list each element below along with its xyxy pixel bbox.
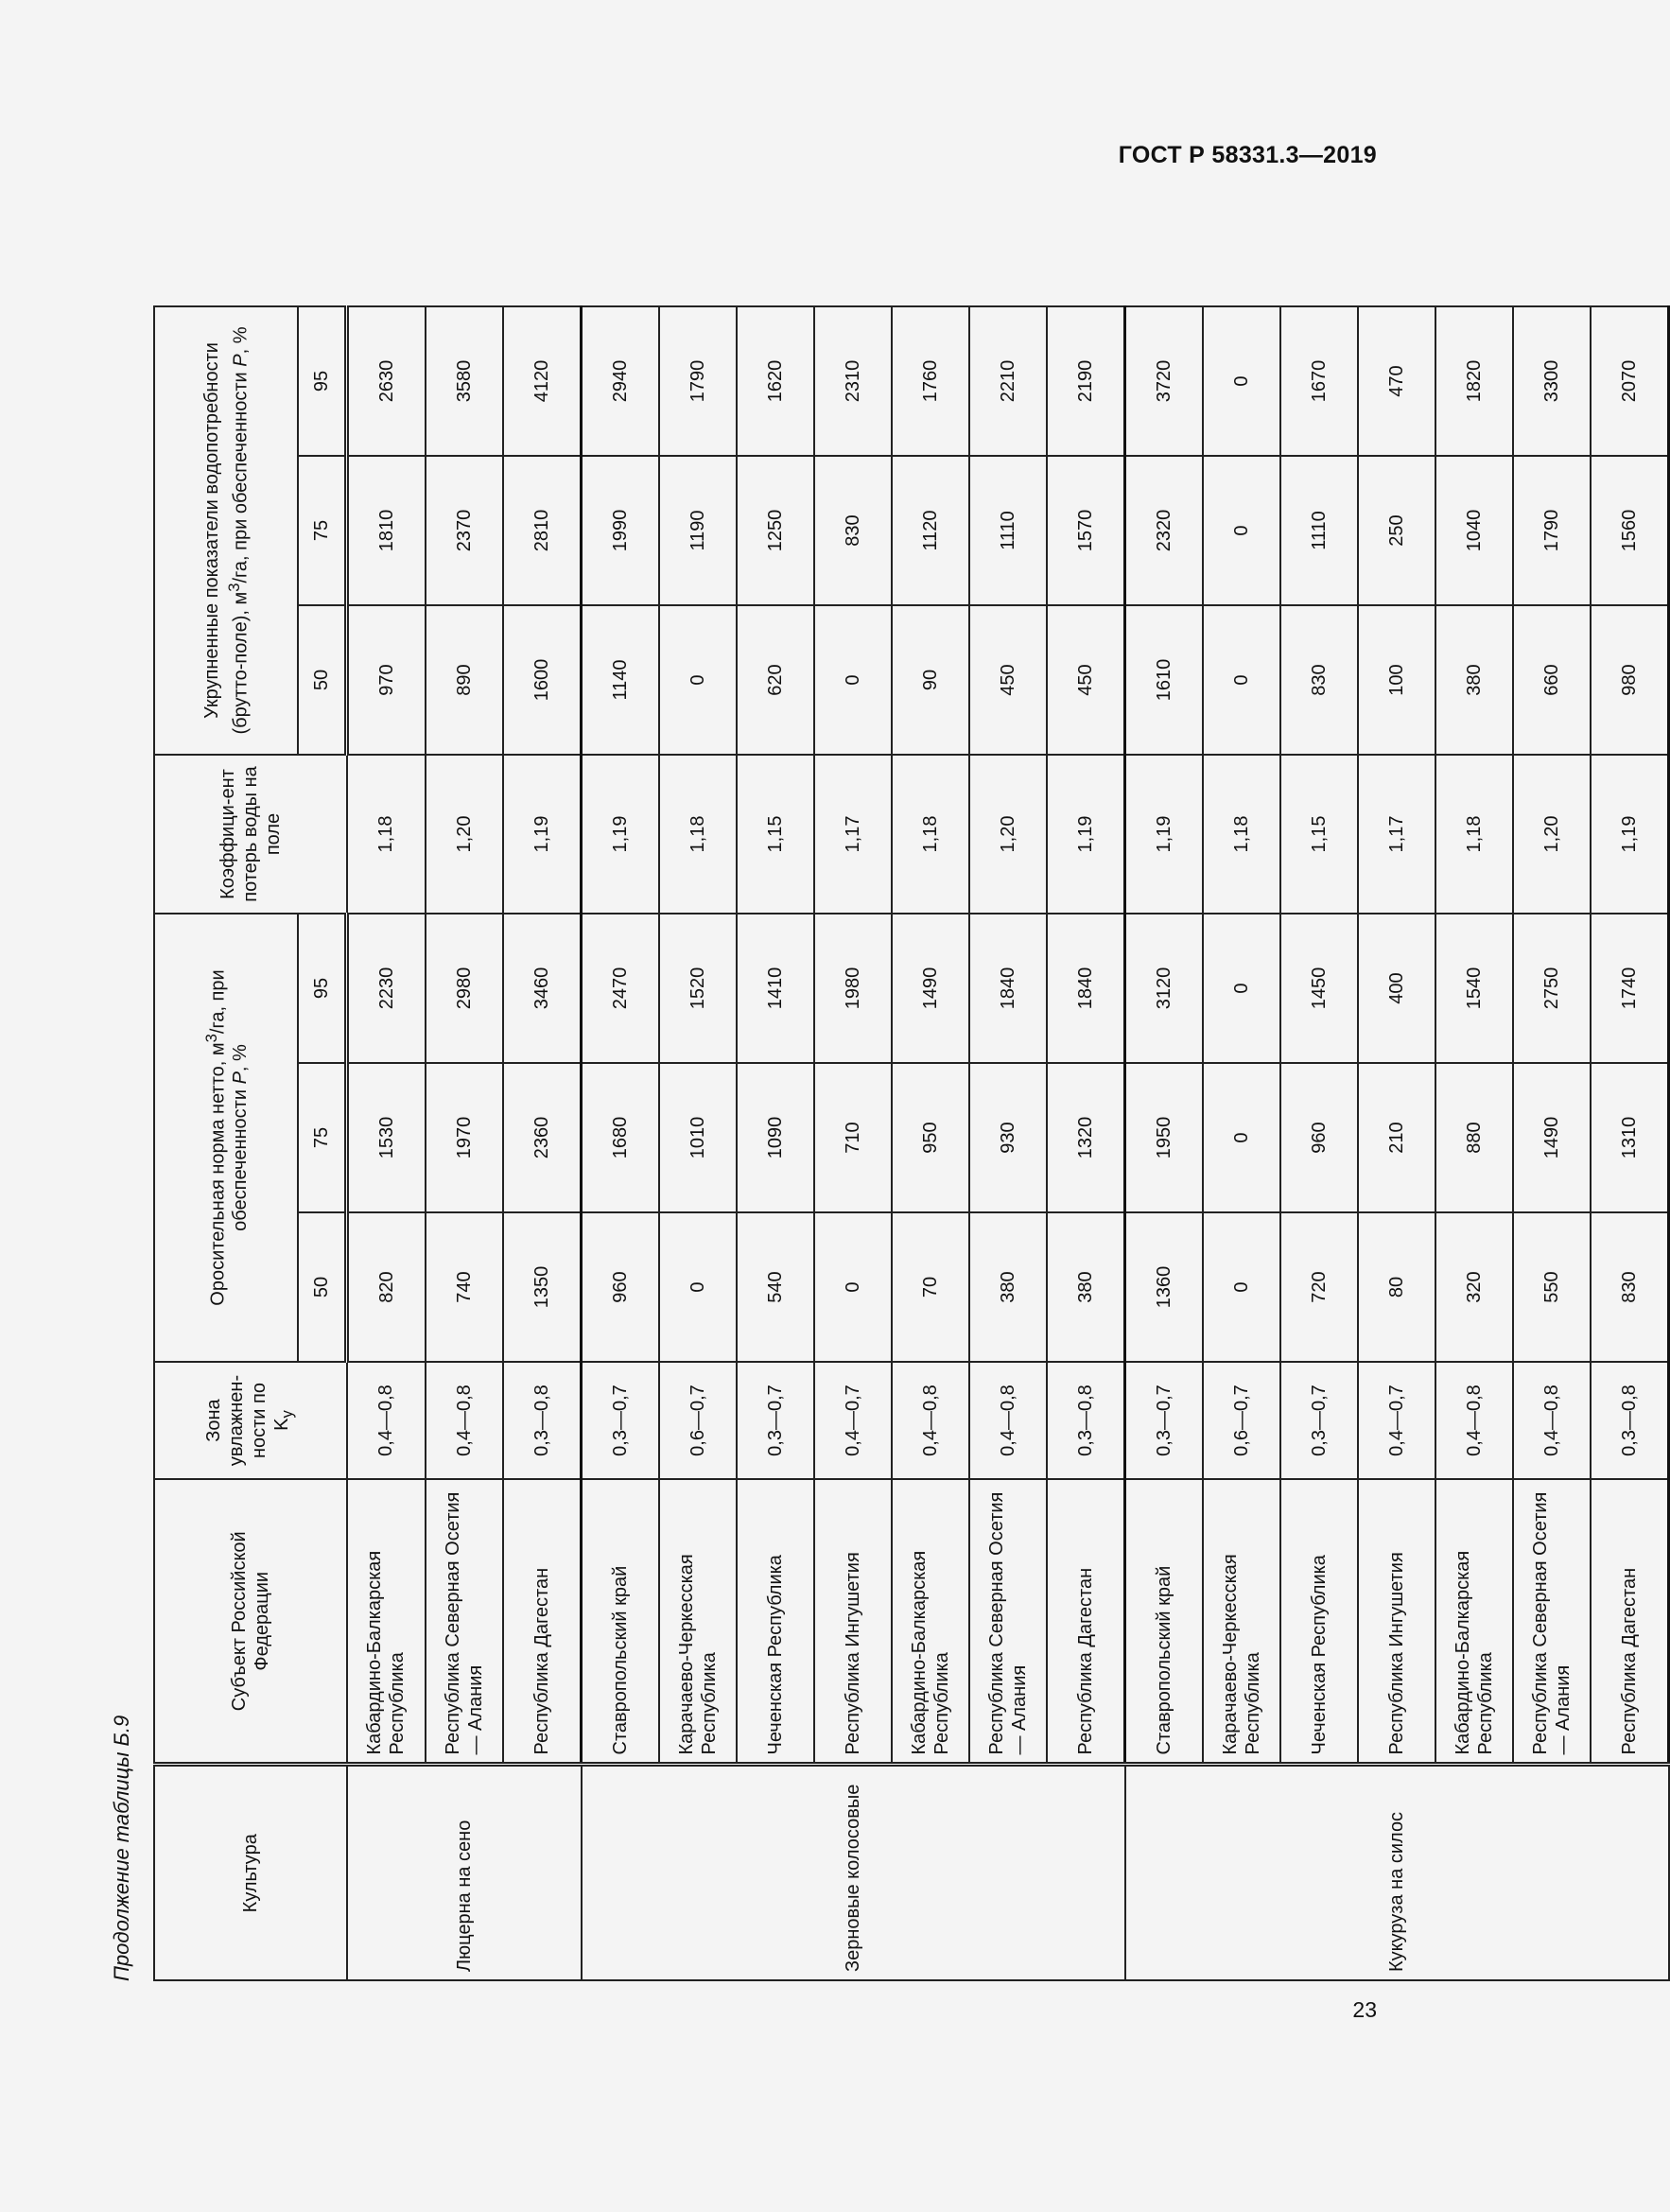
- subject-cell: Республика Северная Осетия — Алания: [1513, 1479, 1591, 1765]
- gross-p75-cell: 1110: [969, 456, 1047, 605]
- gross-p75-cell: 1570: [1047, 456, 1125, 605]
- net-p95-cell: 2750: [1513, 914, 1591, 1063]
- loss-coef-cell: 1,18: [659, 755, 737, 914]
- loss-coef-cell: 1,18: [1203, 755, 1280, 914]
- gross-p75-cell: 1990: [582, 456, 660, 605]
- gross-p95-cell: 2210: [969, 306, 1047, 456]
- net-p50-cell: 1360: [1125, 1212, 1204, 1362]
- zone-cell: 0,4—0,8: [969, 1362, 1047, 1479]
- subject-cell: Карачаево-Черкесская Республика: [659, 1479, 737, 1765]
- loss-coef-cell: 1,18: [347, 755, 426, 914]
- gross-p75-cell: 250: [1358, 456, 1435, 605]
- table-row: [737, 306, 814, 1980]
- gross-p50-cell: 890: [426, 605, 503, 755]
- zone-cell: 0,3—0,8: [503, 1362, 582, 1479]
- gross-p95-cell: 1620: [737, 306, 814, 456]
- loss-coef-cell: 1,19: [582, 755, 660, 914]
- net-p50-cell: 1350: [503, 1212, 582, 1362]
- gross-p95-cell: 2940: [582, 306, 660, 456]
- gross-p75-cell: 0: [1203, 456, 1280, 605]
- net-p50-cell: 0: [814, 1212, 892, 1362]
- page-number: 23: [1352, 1997, 1377, 2022]
- header-gross-p95: 95: [298, 306, 347, 456]
- net-p95-cell: 3460: [503, 914, 582, 1063]
- net-p75-cell: 960: [1280, 1063, 1358, 1212]
- gross-p95-cell: 2630: [347, 306, 426, 456]
- subject-cell: Республика Ингушетия: [1358, 1479, 1435, 1765]
- net-p95-cell: 1840: [1047, 914, 1125, 1063]
- loss-coef-cell: 1,15: [1280, 755, 1358, 914]
- rotated-table-area: [101, 203, 1640, 1981]
- subject-cell: Чеченская Республика: [1280, 1479, 1358, 1765]
- gross-p75-cell: 1810: [347, 456, 426, 605]
- net-p75-cell: 880: [1435, 1063, 1513, 1212]
- net-p95-cell: 1490: [892, 914, 969, 1063]
- gross-p95-cell: 2190: [1047, 306, 1125, 456]
- loss-coef-cell: 1,20: [426, 755, 503, 914]
- loss-coef-cell: 1,18: [1435, 755, 1513, 914]
- table-row: [659, 306, 737, 1980]
- zone-cell: 0,4—0,8: [892, 1362, 969, 1479]
- net-p75-cell: 2360: [503, 1063, 582, 1212]
- subject-cell: Республика Дагестан: [1047, 1479, 1125, 1765]
- loss-coef-cell: 1,18: [892, 755, 969, 914]
- net-p50-cell: 70: [892, 1212, 969, 1362]
- net-p50-cell: 740: [426, 1212, 503, 1362]
- net-p50-cell: 380: [1047, 1212, 1125, 1362]
- gross-p95-cell: 2070: [1591, 306, 1669, 456]
- subject-cell: Чеченская Республика: [737, 1479, 814, 1765]
- table-row: [1358, 306, 1435, 1980]
- header-net-p95: 95: [298, 914, 347, 1063]
- gross-p95-cell: 1760: [892, 306, 969, 456]
- gross-p50-cell: 0: [814, 605, 892, 755]
- net-p75-cell: 1950: [1125, 1063, 1204, 1212]
- net-p75-cell: 1310: [1591, 1063, 1669, 1212]
- gross-p75-cell: 1560: [1591, 456, 1669, 605]
- table-row: [347, 306, 426, 1980]
- net-p95-cell: 1520: [659, 914, 737, 1063]
- gross-p95-cell: 470: [1358, 306, 1435, 456]
- zone-cell: 0,4—0,7: [814, 1362, 892, 1479]
- gross-p95-cell: 1670: [1280, 306, 1358, 456]
- header-culture: Культура: [154, 1765, 347, 1980]
- loss-coef-cell: 1,20: [1513, 755, 1591, 914]
- table-row: [1513, 306, 1591, 1980]
- net-p75-cell: 710: [814, 1063, 892, 1212]
- table-row: [1125, 306, 1204, 1980]
- gross-p50-cell: 450: [1047, 605, 1125, 755]
- gross-p50-cell: 1140: [582, 605, 660, 755]
- header-net-p50: 50: [298, 1212, 347, 1362]
- gross-p75-cell: 1250: [737, 456, 814, 605]
- net-p75-cell: 1530: [347, 1063, 426, 1212]
- gross-p50-cell: 970: [347, 605, 426, 755]
- header-gross-p75: 75: [298, 456, 347, 605]
- net-p95-cell: 2470: [582, 914, 660, 1063]
- subject-cell: Карачаево-Черкесская Республика: [1203, 1479, 1280, 1765]
- table-row: [1435, 306, 1513, 1980]
- header-zone: Зона увлажнен-ности по $K_у$: [154, 1362, 347, 1479]
- gross-p95-cell: 3720: [1125, 306, 1204, 456]
- net-p50-cell: 320: [1435, 1212, 1513, 1362]
- net-p95-cell: 3120: [1125, 914, 1204, 1063]
- subject-cell: Кабардино-Балкарская Республика: [892, 1479, 969, 1765]
- gross-p95-cell: 1820: [1435, 306, 1513, 456]
- net-p50-cell: 720: [1280, 1212, 1358, 1362]
- net-p50-cell: 0: [1203, 1212, 1280, 1362]
- net-p50-cell: 830: [1591, 1212, 1669, 1362]
- gross-p50-cell: 620: [737, 605, 814, 755]
- net-p75-cell: 950: [892, 1063, 969, 1212]
- subject-cell: Кабардино-Балкарская Республика: [347, 1479, 426, 1765]
- net-p50-cell: 960: [582, 1212, 660, 1362]
- header-net-p75: 75: [298, 1063, 347, 1212]
- gross-p95-cell: 4120: [503, 306, 582, 456]
- subject-cell: Республика Дагестан: [1591, 1479, 1669, 1765]
- header-gross: Укрупненные показатели водопотребности (брутто-поле), $м^3/га$, при обеспеченности P, %: [154, 306, 298, 755]
- table-row: [1591, 306, 1669, 1980]
- net-p95-cell: 400: [1358, 914, 1435, 1063]
- net-p50-cell: 540: [737, 1212, 814, 1362]
- gross-p50-cell: 100: [1358, 605, 1435, 755]
- table-row: [1280, 306, 1358, 1980]
- net-p75-cell: 1010: [659, 1063, 737, 1212]
- zone-cell: 0,3—0,7: [582, 1362, 660, 1479]
- water-demand-table: [153, 305, 1670, 1981]
- zone-cell: 0,3—0,8: [1591, 1362, 1669, 1479]
- gross-p75-cell: 1120: [892, 456, 969, 605]
- net-p95-cell: 1840: [969, 914, 1047, 1063]
- zone-cell: 0,4—0,8: [1435, 1362, 1513, 1479]
- zone-cell: 0,6—0,7: [1203, 1362, 1280, 1479]
- gross-p50-cell: 830: [1280, 605, 1358, 755]
- net-p75-cell: 210: [1358, 1063, 1435, 1212]
- loss-coef-cell: 1,19: [503, 755, 582, 914]
- net-p95-cell: 1540: [1435, 914, 1513, 1063]
- gross-p95-cell: 3580: [426, 306, 503, 456]
- loss-coef-cell: 1,20: [969, 755, 1047, 914]
- subject-cell: Республика Северная Осетия — Алания: [426, 1479, 503, 1765]
- gross-p75-cell: 1790: [1513, 456, 1591, 605]
- gross-p75-cell: 2320: [1125, 456, 1204, 605]
- loss-coef-cell: 1,19: [1125, 755, 1204, 914]
- loss-coef-cell: 1,19: [1591, 755, 1669, 914]
- table-row: [969, 306, 1047, 1980]
- table-row: [426, 306, 503, 1980]
- header-net-norm: Оросительная норма нетто, $м^3/га$, при обеспеченности P, %: [154, 914, 298, 1362]
- gross-p50-cell: 980: [1591, 605, 1669, 755]
- gross-p75-cell: 1040: [1435, 456, 1513, 605]
- table-row: [503, 306, 582, 1980]
- net-p50-cell: 80: [1358, 1212, 1435, 1362]
- gross-p50-cell: 1600: [503, 605, 582, 755]
- gross-p50-cell: 660: [1513, 605, 1591, 755]
- net-p75-cell: 930: [969, 1063, 1047, 1212]
- header-loss-coef: Коэффици-ент потерь воды на поле: [154, 755, 347, 914]
- loss-coef-cell: 1,17: [1358, 755, 1435, 914]
- gross-p50-cell: 0: [659, 605, 737, 755]
- net-p50-cell: 820: [347, 1212, 426, 1362]
- net-p50-cell: 380: [969, 1212, 1047, 1362]
- loss-coef-cell: 1,17: [814, 755, 892, 914]
- document-code: ГОСТ Р 58331.3—2019: [1118, 142, 1377, 168]
- zone-cell: 0,4—0,8: [1513, 1362, 1591, 1479]
- zone-cell: 0,4—0,8: [347, 1362, 426, 1479]
- net-p50-cell: 0: [659, 1212, 737, 1362]
- gross-p50-cell: 1610: [1125, 605, 1204, 755]
- loss-coef-cell: 1,15: [737, 755, 814, 914]
- loss-coef-cell: 1,19: [1047, 755, 1125, 914]
- table-body: [347, 306, 1669, 1980]
- net-p95-cell: 1980: [814, 914, 892, 1063]
- subject-cell: Ставропольский край: [1125, 1479, 1204, 1765]
- table-row: [814, 306, 892, 1980]
- zone-cell: 0,4—0,8: [426, 1362, 503, 1479]
- net-p95-cell: 2230: [347, 914, 426, 1063]
- zone-cell: 0,4—0,7: [1358, 1362, 1435, 1479]
- subject-cell: Республика Ингушетия: [814, 1479, 892, 1765]
- crop-cell: Зерновые колосовые: [582, 1765, 1125, 1980]
- gross-p75-cell: 2810: [503, 456, 582, 605]
- crop-cell: Кукуруза на силос: [1125, 1765, 1669, 1980]
- subject-cell: Кабардино-Балкарская Республика: [1435, 1479, 1513, 1765]
- zone-cell: 0,3—0,7: [1125, 1362, 1204, 1479]
- table-caption: Продолжение таблицы Б.9: [110, 1715, 133, 1981]
- net-p50-cell: 550: [1513, 1212, 1591, 1362]
- net-p95-cell: 1740: [1591, 914, 1669, 1063]
- net-p95-cell: 2980: [426, 914, 503, 1063]
- subject-cell: Республика Дагестан: [503, 1479, 582, 1765]
- gross-p95-cell: 1790: [659, 306, 737, 456]
- net-p75-cell: 0: [1203, 1063, 1280, 1212]
- zone-cell: 0,3—0,8: [1047, 1362, 1125, 1479]
- crop-cell: Люцерна на сено: [347, 1765, 582, 1980]
- gross-p50-cell: 90: [892, 605, 969, 755]
- net-p75-cell: 1680: [582, 1063, 660, 1212]
- gross-p50-cell: 450: [969, 605, 1047, 755]
- table-row: [582, 306, 660, 1980]
- zone-cell: 0,3—0,7: [1280, 1362, 1358, 1479]
- net-p95-cell: 1450: [1280, 914, 1358, 1063]
- net-p75-cell: 1970: [426, 1063, 503, 1212]
- zone-cell: 0,6—0,7: [659, 1362, 737, 1479]
- header-gross-p50: 50: [298, 605, 347, 755]
- header-subject: Субъект Российской Федерации: [154, 1479, 347, 1765]
- gross-p95-cell: 2310: [814, 306, 892, 456]
- table-row: [1203, 306, 1280, 1980]
- table-row: [1047, 306, 1125, 1980]
- subject-cell: Ставропольский край: [582, 1479, 660, 1765]
- gross-p75-cell: 830: [814, 456, 892, 605]
- net-p95-cell: 0: [1203, 914, 1280, 1063]
- gross-p95-cell: 3300: [1513, 306, 1591, 456]
- net-p75-cell: 1090: [737, 1063, 814, 1212]
- gross-p75-cell: 1110: [1280, 456, 1358, 605]
- gross-p75-cell: 2370: [426, 456, 503, 605]
- gross-p50-cell: 0: [1203, 605, 1280, 755]
- gross-p95-cell: 0: [1203, 306, 1280, 456]
- zone-cell: 0,3—0,7: [737, 1362, 814, 1479]
- net-p75-cell: 1320: [1047, 1063, 1125, 1212]
- gross-p50-cell: 380: [1435, 605, 1513, 755]
- gross-p75-cell: 1190: [659, 456, 737, 605]
- table-row: [892, 306, 969, 1980]
- net-p75-cell: 1490: [1513, 1063, 1591, 1212]
- subject-cell: Республика Северная Осетия — Алания: [969, 1479, 1047, 1765]
- net-p95-cell: 1410: [737, 914, 814, 1063]
